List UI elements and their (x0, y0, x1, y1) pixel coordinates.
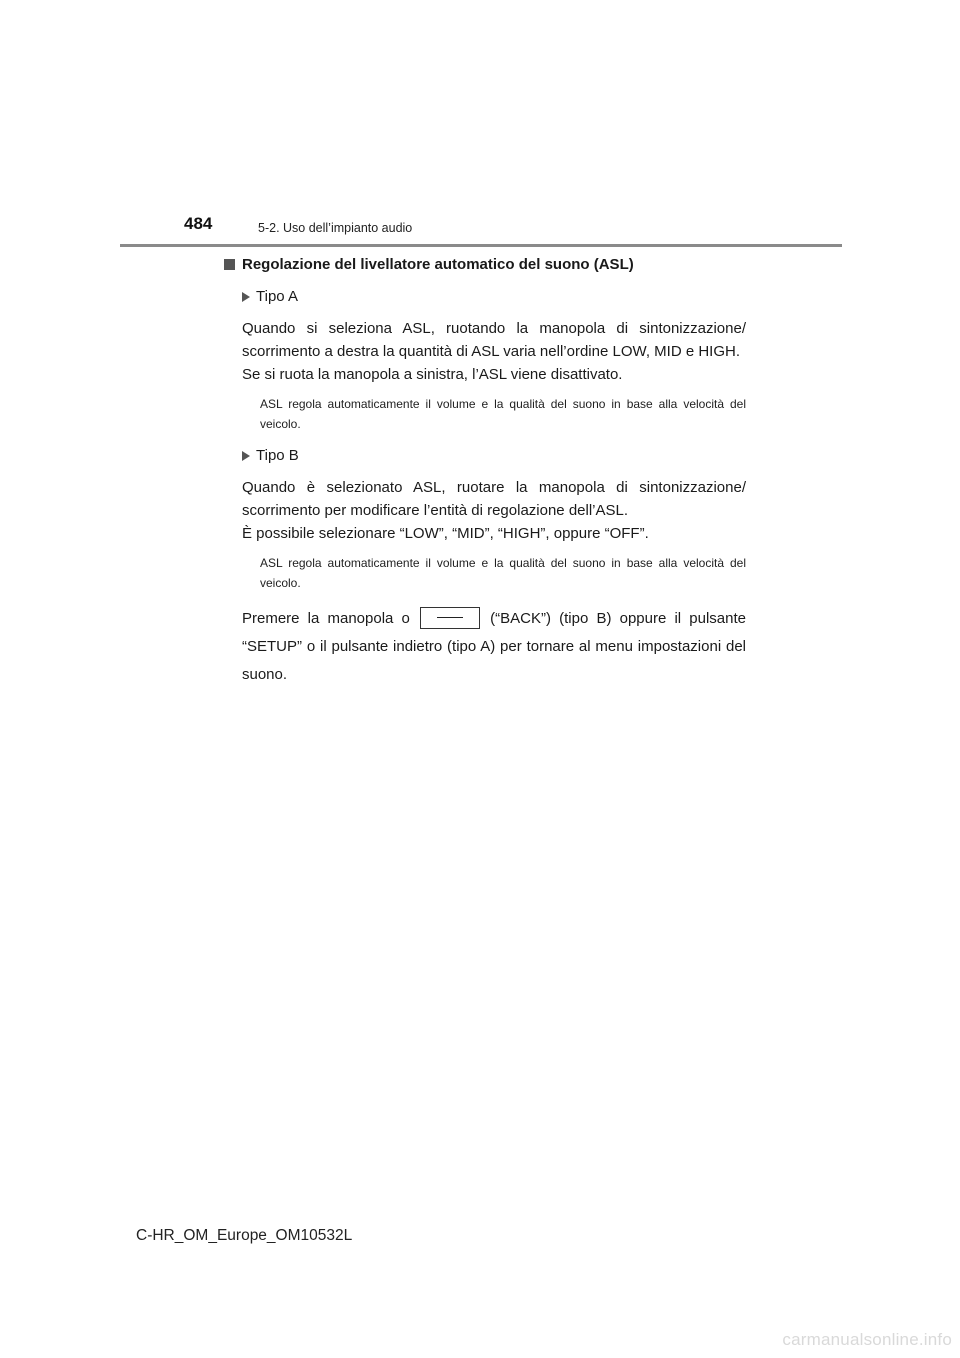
type-b-label (242, 446, 746, 466)
type-b-paragraph (242, 476, 746, 545)
page-number: 484 (184, 214, 213, 233)
type-a-paragraph (242, 317, 746, 386)
type-b-paragraph-line: È possibile selezionare “LOW”, “MID”, “HIGH”, oppure “OFF”. (242, 525, 649, 542)
triangle-bullet-icon (242, 451, 250, 461)
final-paragraph-before: Premere la manopola o (242, 610, 410, 627)
final-paragraph-after: (“BACK”) (tipo B) oppure il pulsante “SETUP” o il pulsante indietro (tipo A) per tornare al menu impostazioni del suono. (242, 610, 746, 683)
back-dash-icon (437, 617, 463, 619)
watermark: carmanualsonline.info (782, 1330, 952, 1349)
type-a-label (242, 287, 746, 307)
type-a-label-text: Tipo A (256, 288, 298, 305)
type-a-note: ASL regola automaticamente il volume e la qualità del suono in base alla velocità del veicolo. (260, 397, 746, 431)
type-a-paragraph-line: Se si ruota la manopola a sinistra, l’ASL viene disattivato. (242, 366, 623, 383)
page-content (224, 255, 746, 689)
type-b-paragraph-line: Quando è selezionato ASL, ruotare la manopola di sintonizzazione/ scorrimento per modificare l’entità di regolazione dell’ASL. (242, 479, 746, 519)
section-heading-text: Regolazione del livellatore automatico del suono (ASL) (242, 256, 634, 273)
final-paragraph (242, 605, 746, 689)
header-divider (120, 244, 842, 247)
square-bullet-icon (224, 259, 235, 270)
section-heading (224, 255, 746, 275)
triangle-bullet-icon (242, 292, 250, 302)
type-b-label-text: Tipo B (256, 447, 299, 464)
back-button-icon (420, 607, 480, 629)
type-a-paragraph-line: Quando si seleziona ASL, ruotando la manopola di sintonizzazione/ scorrimento a destra la quantità di ASL varia nell’ordine LOW, MID e HIGH. (242, 320, 746, 360)
type-b-note: ASL regola automaticamente il volume e la qualità del suono in base alla velocità del veicolo. (260, 556, 746, 590)
section-title: 5-2. Uso dell’impianto audio (258, 221, 413, 235)
footer-doc-code: C-HR_OM_Europe_OM10532L (136, 1227, 353, 1244)
